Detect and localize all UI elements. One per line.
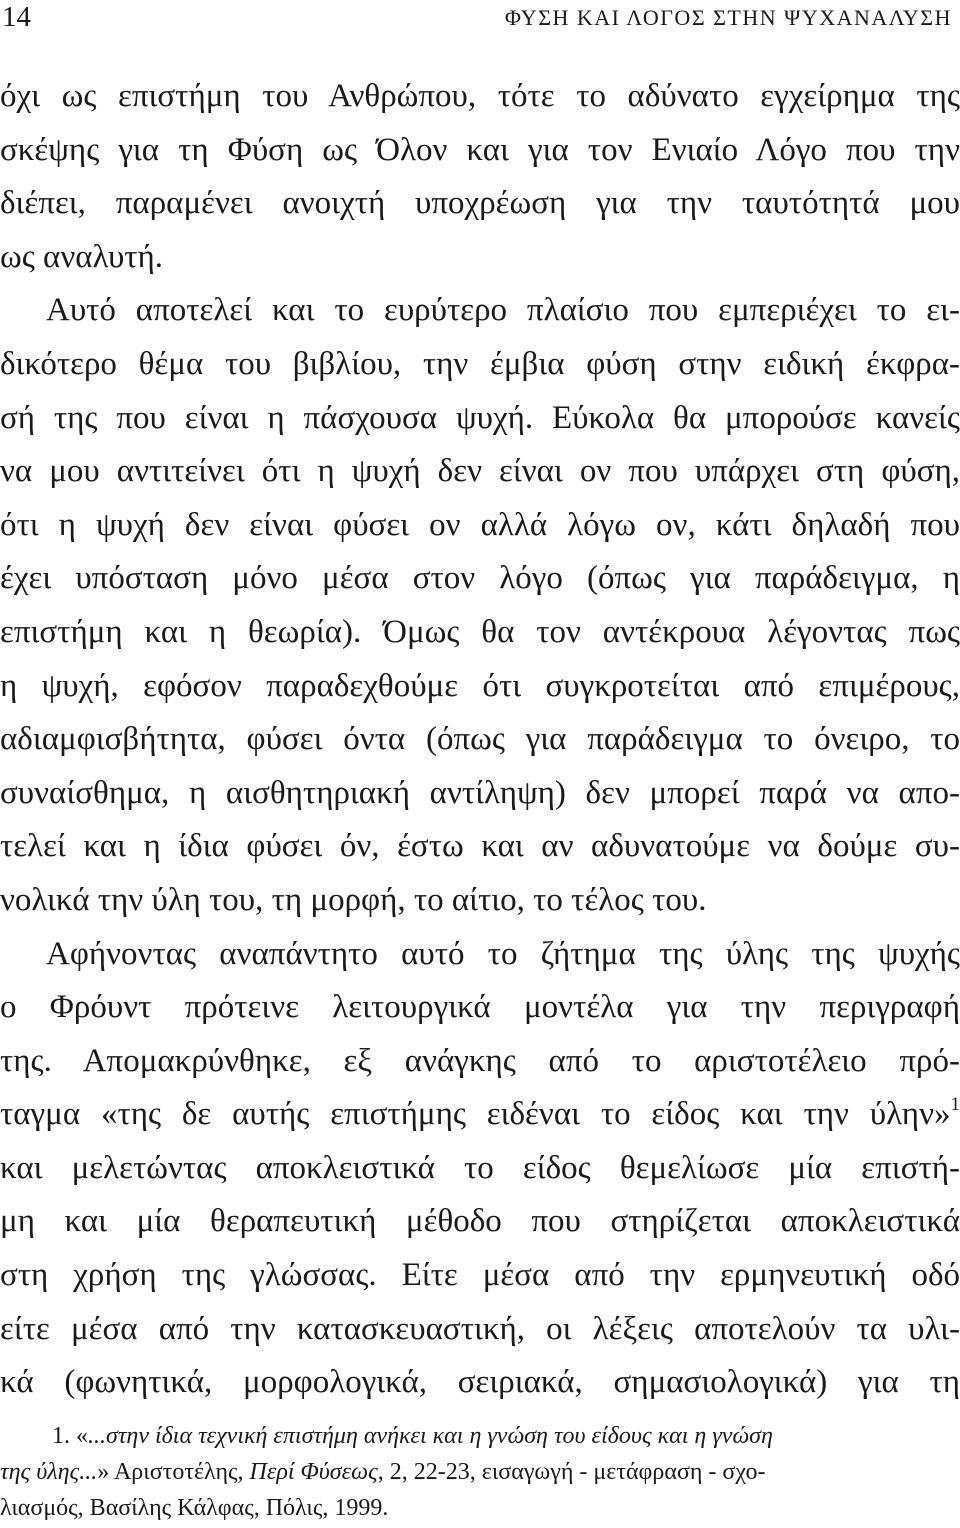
body-line: διέπει, παραμένει ανοιχτή υποχρέωση για την ταυτότητά μου <box>0 185 960 222</box>
footnote-work-title: Περί Φύσεως <box>249 1459 378 1485</box>
footnote-quote-end: της ύλης... <box>0 1459 98 1485</box>
body-line: Αφήνοντας αναπάντητο αυτό το ζήτημα της ύλης της ψυχής <box>46 935 960 972</box>
body-line: μη και μία θεραπευτική μέθοδο που στηρίζεται αποκλειστικά <box>0 1203 960 1240</box>
body-line-with-footnote <box>0 1088 960 1142</box>
body-line: δικότερο θέμα του βιβλίου, την έμβια φύση στην ειδική έκφρα- <box>0 345 960 382</box>
body-line: επιστήμη και η θεωρία). Όμως θα τον αντέκρουα λέγοντας πως <box>0 613 960 650</box>
footnote-line: λιασμός, Βασίλης Κάλφας, Πόλις, 1999. <box>0 1495 389 1521</box>
footnote-line <box>0 1418 960 1454</box>
body-line: ο Φρόυντ πρότεινε λειτουργικά μοντέλα για την περιγραφή <box>0 989 960 1026</box>
body-line: νολικά την ύλη του, τη μορφή, το αίτιο, το τέλος του. <box>0 881 707 918</box>
body-line: ως αναλυτή. <box>0 238 164 275</box>
body-line: η ψυχή, εφόσον παραδεχθούμε ότι συγκροτείται από επιμέρους, <box>0 667 960 704</box>
footnote-reference[interactable]: 1 <box>950 1094 960 1116</box>
footnote-number: 1. « <box>52 1423 88 1449</box>
body-line: σή της που είναι η πάσχουσα ψυχή. Εύκολα θα μπορούσε κανείς <box>0 399 960 436</box>
body-text <box>0 70 960 1410</box>
body-line: στη χρήση της γλώσσας. Είτε μέσα από την ερμηνευτική οδό <box>0 1257 960 1294</box>
body-line: και μελετώντας αποκλειστικά το είδος θεμελίωσε μία επιστή- <box>0 1149 960 1186</box>
page-number: 14 <box>2 1 31 33</box>
body-line: σκέψης για τη Φύση ως Όλον και για τον Ενιαίο Λόγο που την <box>0 131 960 168</box>
body-line: Αυτό αποτελεί και το ευρύτερο πλαίσιο που εμπεριέχει το ει- <box>46 292 960 329</box>
body-line: αδιαμφισβήτητα, φύσει όντα (όπως για παράδειγμα το όνειρο, το <box>0 721 960 758</box>
body-line: συναίσθημα, η αισθητηριακή αντίληψη) δεν μπορεί παρά να απο- <box>0 774 960 811</box>
running-head <box>0 0 960 40</box>
body-line: έχει υπόσταση μόνο μέσα στον λόγο (όπως για παράδειγμα, η <box>0 560 960 597</box>
body-line: της. Απομακρύνθηκε, εξ ανάγκης από το αριστοτέλειο πρό- <box>0 1042 960 1079</box>
body-line: ότι η ψυχή δεν είναι φύσει ον αλλά λόγω ον, κάτι δηλαδή που <box>0 506 960 543</box>
body-line: όχι ως επιστήμη του Ανθρώπου, τότε το αδύνατο εγχείρημα της <box>0 78 960 114</box>
footnotes <box>0 1418 960 1526</box>
footnote-line <box>0 1454 960 1490</box>
footnote-quote: ...στην ίδια τεχνική επιστήμη ανήκει και η γνώση του είδους και η γνώση <box>88 1423 773 1449</box>
body-line: να μου αντιτείνει ότι η ψυχή δεν είναι ον που υπάρχει στη φύση, <box>0 453 960 490</box>
running-title: ΦΥΣΗ ΚΑΙ ΛΟΓΟΣ ΣΤΗΝ ΨΥΧΑΝΑΛΥΣΗ <box>504 5 952 30</box>
body-line: είτε μέσα από την κατασκευαστική, οι λέξεις αποτελούν τα υλι- <box>0 1310 960 1347</box>
body-line-text: ταγμα «της δε αυτής επιστήμης ειδέναι το είδος και την ύλην» <box>0 1096 951 1133</box>
body-line: τελεί και η ίδια φύσει όν, έστω και αν αδυνατούμε να δούμε συ- <box>0 828 960 865</box>
body-line: κά (φωνητικά, μορφολογικά, σειριακά, σημασιολογικά) για τη <box>0 1364 960 1401</box>
footnote-citation: , 2, 22-23, εισαγωγή - μετάφραση - σχο- <box>377 1459 766 1485</box>
footnote-author: » Αριστοτέλης, <box>97 1459 250 1485</box>
